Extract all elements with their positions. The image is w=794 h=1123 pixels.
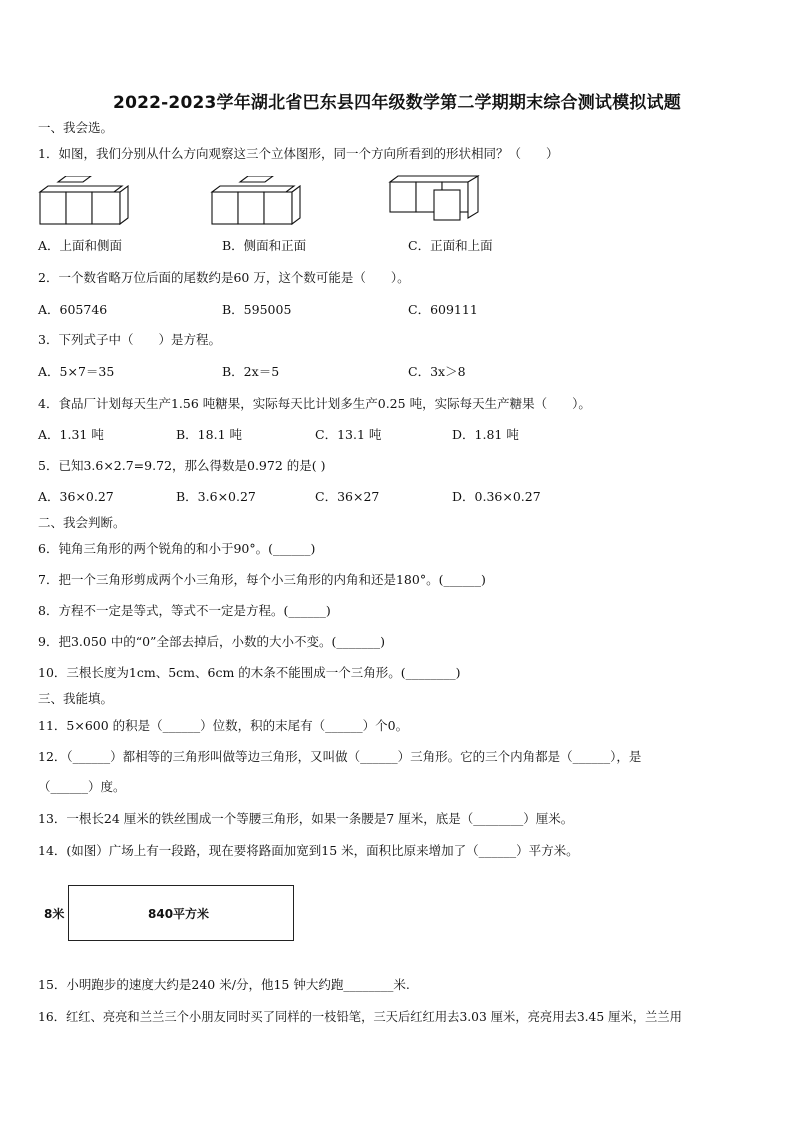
section-heading-judge: 二、我会判断。 <box>38 515 126 530</box>
question-5: 5．已知3.6×2.7=9.72，那么得数是0.972 的是( ) <box>38 458 326 473</box>
question-11: 11．5×600 的积是（______）位数，积的末尾有（______）个0。 <box>38 718 409 733</box>
road-area-label: 840平方米 <box>148 907 210 921</box>
cube-figure-a <box>38 176 130 226</box>
question-15: 15．小明跑步的速度大约是240 米/分，他15 钟大约跑________米. <box>38 977 410 992</box>
question-9: 9．把3.050 中的“0”全部去掉后，小数的大小不变。(_______) <box>38 634 385 649</box>
cube-figure-c <box>388 174 484 222</box>
question-16: 16．红红、亮亮和兰兰三个小朋友同时买了同样的一枝铅笔，三天后红红用去3.03 厘米，亮亮用去3.45 厘米，兰兰用 <box>38 1010 682 1024</box>
q5-option-c: C．36×27 <box>315 489 380 504</box>
q5-option-a: A．36×0.27 <box>38 489 114 504</box>
question-1: 1．如图，我们分别从什么方向观察这三个立体图形，同一个方向所看到的形状相同？（ ） <box>38 146 559 161</box>
q2-option-a: A．605746 <box>38 302 108 317</box>
q1-option-a: A．上面和侧面 <box>38 238 123 253</box>
q3-option-a: A．5×7＝35 <box>38 364 115 379</box>
cube-figure-b <box>210 176 302 226</box>
q4-option-a: A．1.31 吨 <box>38 427 104 442</box>
question-3: 3．下列式子中（ ）是方程。 <box>38 332 221 347</box>
section-heading-choice: 一、我会选。 <box>38 120 114 135</box>
q4-option-b: B．18.1 吨 <box>176 427 242 442</box>
q5-option-b: B．3.6×0.27 <box>176 489 256 504</box>
question-14: 14．(如图）广场上有一段路，现在要将路面加宽到15 米，面积比原来增加了（______）平方米。 <box>38 843 579 858</box>
question-6: 6．钝角三角形的两个锐角的和小于90°。(______) <box>38 541 316 556</box>
question-13: 13．一根长24 厘米的铁丝围成一个等腰三角形，如果一条腰是7 厘米，底是（________）厘米。 <box>38 811 574 826</box>
q4-option-c: C．13.1 吨 <box>315 427 382 442</box>
question-2: 2．一个数省略万位后面的尾数约是60 万，这个数可能是（ ）。 <box>38 270 410 285</box>
question-12: 12．（______）都相等的三角形叫做等边三角形，又叫做（______）三角形。它的三个内角都是（______），是 <box>38 749 642 764</box>
page-title: 2022-2023学年湖北省巴东县四年级数学第二学期期末综合测试模拟试题 <box>113 93 681 113</box>
q1-option-c: C．正面和上面 <box>408 238 493 253</box>
q2-option-c: C．609111 <box>408 302 478 317</box>
question-7: 7．把一个三角形剪成两个小三角形，每个小三角形的内角和还是180°。(______) <box>38 572 486 587</box>
road-width-label: 8米 <box>44 907 65 921</box>
q3-option-b: B．2x＝5 <box>222 364 280 379</box>
section-heading-fill: 三、我能填。 <box>38 691 114 706</box>
question-8: 8．方程不一定是等式，等式不一定是方程。(______) <box>38 603 331 618</box>
q5-option-d: D．0.36×0.27 <box>452 489 541 504</box>
question-4: 4．食品厂计划每天生产1.56 吨糖果，实际每天比计划多生产0.25 吨，实际每天生产糖果（ ）。 <box>38 396 591 411</box>
q1-option-b: B．侧面和正面 <box>222 238 307 253</box>
q2-option-b: B．595005 <box>222 302 292 317</box>
q3-option-c: C．3x＞8 <box>408 364 466 379</box>
question-12-cont: （______）度。 <box>38 779 126 794</box>
question-10: 10．三根长度为1cm、5cm、6cm 的木条不能围成一个三角形。(________) <box>38 665 461 680</box>
q4-option-d: D．1.81 吨 <box>452 427 519 442</box>
